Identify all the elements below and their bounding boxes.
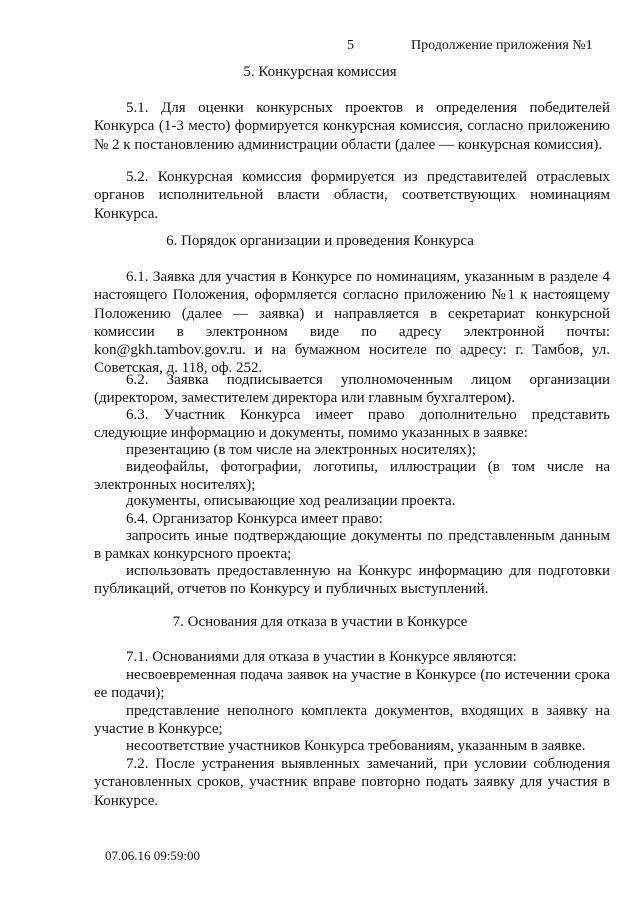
appendix-continuation: Продолжение приложения №1 <box>411 38 593 53</box>
paragraph-7-1-c: несоответствие участников Конкурса требованиям, указанным в заявке. <box>126 738 586 754</box>
paragraph-6-4-b: использовать предоставленную на Конкурс информацию для подготовки публикаций, отчетов по Конкурсу и публичных выступлений. <box>94 563 610 598</box>
paragraph-6-2: 6.2. Заявка подписывается уполномоченным лицом организации (директором, заместителем директора или главным бухгалтером). <box>94 372 610 407</box>
paragraph-7-1-b: представление неполного комплекта документов, входящих в заявку на участие в Конкурсе; <box>94 703 610 738</box>
paragraph-6-1: 6.1. Заявка для участия в Конкурсе по номинациям, указанным в разделе 4 настоящего Положения, оформляется согласно приложению №1 к настоящему Положению (далее — заявка) и направляется в секретариат конкурсной комиссии в электронном виде по адресу электронной почты: kon@gkh.tambov.gov.ru. и на бумажном носителе по адресу: г. Тамбов, ул. Советская, д. 118, оф. 252. <box>94 269 610 377</box>
section-5-title: 5. Конкурсная комиссия <box>243 64 397 80</box>
paragraph-7-2: 7.2. После устранения выявленных замечаний, при условии соблюдения установленных сроков, участник вправе повторно подать заявку для участия в Конкурсе. <box>94 756 610 809</box>
paragraph-7-1-a: несвоевременная подача заявок на участие в Конкурсе (по истечении срока ее подачи); <box>94 667 610 702</box>
paragraph-6-3: 6.3. Участник Конкурса имеет право дополнительно представить следующие информацию и документы, помимо указанных в заявке: <box>94 407 610 442</box>
paragraph-6-4-a: запросить иные подтверждающие документы по представленным данным в рамках конкурсного проекта; <box>94 528 610 563</box>
paragraph-5-2: 5.2. Конкурсная комиссия формируется из представителей отраслевых органов исполнительной власти области, соответствующих номинациям Конкурса. <box>94 169 610 222</box>
print-timestamp: 07.06.16 09:59:00 <box>105 848 200 863</box>
paragraph-7-1: 7.1. Основаниями для отказа в участии в Конкурсе являются: <box>126 649 517 665</box>
section-6-title: 6. Порядок организации и проведения Конкурса <box>166 233 474 249</box>
section-7-title: 7. Основания для отказа в участии в Конкурсе <box>172 614 468 630</box>
paragraph-6-3-c: документы, описывающие ход реализации проекта. <box>126 493 456 509</box>
paragraph-5-1: 5.1. Для оценки конкурсных проектов и определения победителей Конкурса (1-3 место) формируется конкурсная комиссия, согласно приложению № 2 к постановлению администрации области (далее — конкурсная комиссия). <box>94 100 610 153</box>
paragraph-6-3-b: видеофайлы, фотографии, логотипы, иллюстрации (в том числе на электронных носителях); <box>94 459 610 494</box>
page-number: 5 <box>347 38 354 53</box>
paragraph-6-3-a: презентацию (в том числе на электронных носителях); <box>126 442 476 458</box>
paragraph-6-4: 6.4. Организатор Конкурса имеет право: <box>126 511 383 527</box>
